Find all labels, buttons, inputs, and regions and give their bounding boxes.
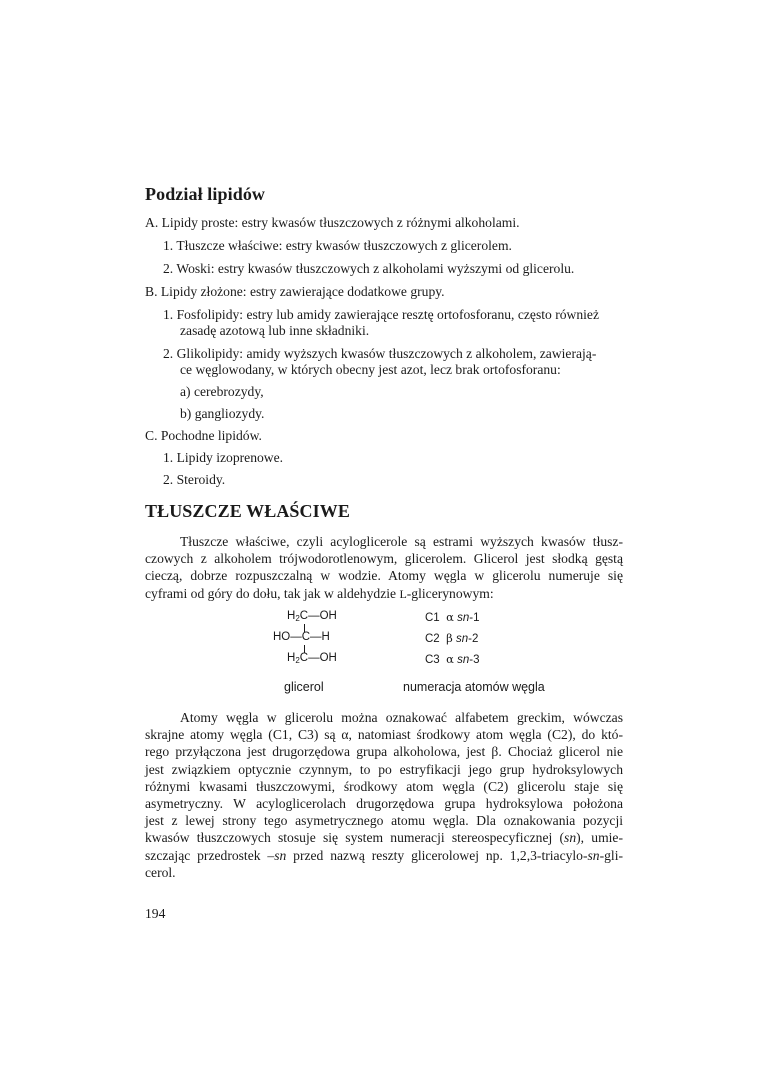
- para2-line: cerol.: [145, 864, 176, 880]
- para2-line: jest związkiem optycznie czynnym, to po estryfikacji jego grup hydroksylowych: [145, 761, 623, 777]
- paragraph-greek-notation: [145, 709, 623, 881]
- glycerol-structure: [273, 610, 393, 672]
- para2-line: szczając przedrostek –sn przed nazwą reszty glicerolowej np. 1,2,3-triacylo-sn-gli-: [145, 847, 623, 863]
- class-item-b: B. Lipidy złożone: estry zawierające dodatkowe grupy.: [145, 284, 445, 299]
- paragraph-intro: [145, 533, 623, 603]
- para2-line: skrajne atomy węgla (C1, C3) są α, natomiast środkowy atom węgla (C2), do któ-: [145, 727, 623, 743]
- class-item-b2: 2. Glikolipidy: amidy wyższych kwasów tłuszczowych z alkoholem, zawierają-: [163, 346, 597, 361]
- class-item-b1: 1. Fosfolipidy: estry lub amidy zawierające resztę ortofosforanu, często również: [163, 307, 599, 322]
- para2-line: asymetryczny. W acyloglicerolach drugorzędowa grupa hydroksylowa położona: [145, 796, 623, 812]
- class-item-c2: 2. Steroidy.: [163, 472, 226, 487]
- para2-line: Atomy węgla w glicerolu można oznakować alfabetem greckim, wówczas: [180, 710, 623, 725]
- para1-line: czowych z alkoholem trójwodorotlenowym, glicerolem. Glicerol jest słodką gęstą: [145, 551, 623, 567]
- class-item-c: C. Pochodne lipidów.: [145, 428, 262, 443]
- caption-numeracja: numeracja atomów węgla: [403, 680, 545, 694]
- heading-tluszcze-wlasciwe: TŁUSZCZE WŁAŚCIWE: [145, 501, 350, 521]
- heading-podzial-lipidow: Podział lipidów: [145, 184, 266, 204]
- para1-line: cyframi od góry do dołu, tak jak w aldehydzie L-glicerynowym:: [145, 585, 494, 601]
- class-item-b2b: b) gangliozydy.: [180, 406, 265, 421]
- structure-row-1: $H_2C—OH$: [287, 610, 337, 623]
- para1-line: cieczą, dobrze rozpuszczalną w wodzie. Atomy węgla w glicerolu numeruje się: [145, 568, 623, 584]
- class-item-a1: 1. Tłuszcze właściwe: estry kwasów tłuszczowych z glicerolem.: [163, 238, 512, 253]
- structure-row-3: $H_2C—OH$: [287, 652, 337, 665]
- para2-line: różnymi kwasami tłuszczowymi, środkowy atom węgla (C2) glicerolu staje się: [145, 778, 623, 794]
- para2-line: jest z lewej strony tego asymetrycznego atomu węgla. Dla oznakowania pozycji: [145, 813, 623, 829]
- numbering-row: C2 β sn-2: [425, 631, 479, 645]
- class-item-b2a: a) cerebrozydy,: [180, 384, 264, 399]
- para2-line: kwasów tłuszczowych stosuje się system numeracji stereospecyficznej (sn), umie-: [145, 830, 623, 846]
- caption-glicerol: glicerol: [284, 680, 324, 694]
- page-number: 194: [145, 906, 166, 921]
- carbon-numbering: [425, 610, 545, 672]
- class-item-a: A. Lipidy proste: estry kwasów tłuszczowych z różnymi alkoholami.: [145, 215, 520, 230]
- numbering-row: C1 α sn-1: [425, 610, 480, 624]
- class-item-c1: 1. Lipidy izoprenowe.: [163, 450, 284, 465]
- para2-line: rego przyłączona jest drugorzędowa grupa alkoholowa, jest β. Chociaż glicerol nie: [145, 744, 623, 760]
- para1-line: Tłuszcze właściwe, czyli acyloglicerole są estrami wyższych kwasów tłusz-: [180, 534, 623, 549]
- class-item-b2-cont: ce węglowodany, w których obecny jest azot, lecz brak ortofosforanu:: [180, 362, 561, 377]
- structure-row-2: HO—C—H: [273, 631, 330, 643]
- numbering-row: C3 α sn-3: [425, 652, 480, 666]
- class-item-a2: 2. Woski: estry kwasów tłuszczowych z alkoholami wyższymi od glicerolu.: [163, 261, 575, 276]
- class-item-b1-cont: zasadę azotową lub inne składniki.: [180, 323, 370, 338]
